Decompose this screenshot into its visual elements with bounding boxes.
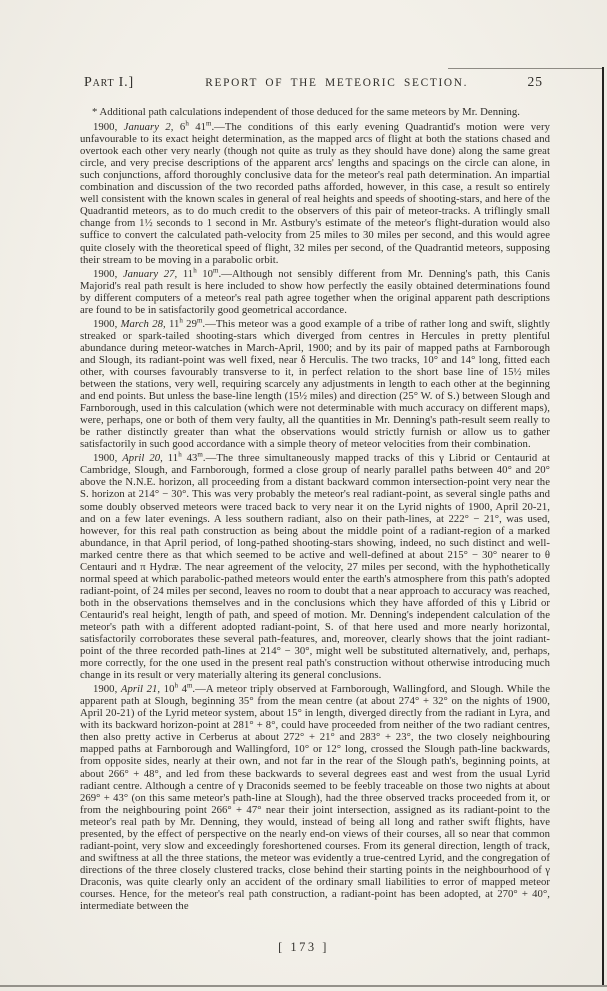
entry-separator: .— (202, 317, 216, 330)
entry-date: January 2, (123, 121, 174, 134)
entry-separator: .— (211, 121, 225, 134)
entry-time: 10$^h$ 4$^m$ (163, 681, 193, 696)
scan-edge-bottom (0, 985, 607, 987)
paragraph-jan-2 (80, 121, 550, 266)
paragraph-jan-27 (80, 268, 550, 316)
entry-year: 1900, (93, 121, 118, 134)
entry-date: April 21, (120, 683, 161, 696)
paragraph-mar-28 (80, 318, 550, 451)
paragraph-apr-21 (80, 683, 550, 912)
paragraph-apr-20 (80, 452, 550, 681)
entry-separator: .— (192, 683, 206, 696)
entry-time: 11$^h$ 43$^m$ (167, 450, 203, 465)
page-number: 25 (527, 74, 543, 89)
entry-year: 1900, (93, 317, 118, 330)
footnote: * Additional path calculations independent of those deduced for the same meteors by Mr. Denning. (92, 106, 521, 118)
entry-body: The three simultaneously mapped tracks of this γ Librid or Centaurid at Cambridge, Slough, and Farnborough, formed a close group of nearly parallel paths between 40° and 20° above the N.N.E. horizon, all proceeding from a distant backward common intersection-point very near the S. horizon at 214° − 30°. This was very probably the meteor's real radiant-point, as several single paths and some doubly observed meteors were traced back to very near it on the Lyrid nights of 1900, April 20-21, and on a few later evenings. A less southern radiant, also on their path-lines, at 222° − 21°, was used, however, for this real path construction as being about the middle point of a radiant-region of a marked abundance, in that April period, of long-pathed shooting-stars showing, indeed, no such distinct and well-marked centre there as that which seemed to be active and well-defined at about 215° − 30° nearer to θ Centauri and π Hydræ. The near agreement of the velocity, 27 miles per second, with the hyphothetically normal speed at which parabolic-pathed meteors would enter the earth's atmosphere from this path's adopted radiant-point, of 24 miles per second, leaves no room to doubt that a near approach to accuracy was reached, both in the observations themselves and in the conclusions which they have afforded of this γ Librid or Centaurid's real height, length of path, and speed of motion. Mr. Denning's independent calculation of the meteor's path with a different adopted radiant-point, S. of that here used and more nearly horizontal, satisfactorily corroborates these several path-features, and, moreover, clearly shows that the joint radiant-point of the three recorded path-lines at 214° − 30°, might well be substituted alternatively, and, perhaps, more correctly, for the one used in the present real path's construction without otherwise introducing much change in its result or very materially altering its general conclusions. (80, 452, 550, 682)
part-label: Part I.] (84, 75, 134, 90)
entry-year: 1900, (93, 267, 118, 280)
entry-date: March 28, (120, 317, 166, 330)
entry-body: This meteor was a good example of a tribe of rather long and swift, slightly streaked or spark-tailed shooting-stars which diverged from centres in Hercules in pretty plentiful abundance during meteor-watches in March-April, 1900; and by its pair of mapped paths at Farnborough and Slough, its radiant-point was well fixed, near δ Herculis. The two tracks, 10° and 14° long, fitted each other, with courses favourably transverse to it, in perfect relation to the short base line of 15½ miles between the stations, very well, requiring scarcely any adjustments in length to each other at the beginning and end points. But unless the base-line length (15½ miles) and direction (25° W. of S.) between Slough and Farnborough, used in this calculation (which were not determinable with much accuracy on different maps), were, perhaps, one or both of them very faulty, all the quantities in Mr. Denning's path-result seem really to be rather distinctly greater than what the observations would strictly furnish or allow us to gather satisfactorily in such good accordance with a simple theory of meteor velocities from their combination. (80, 317, 551, 451)
folio-page-number: [ 173 ] (278, 940, 329, 954)
entry-time: 11$^h$ 29$^m$ (169, 316, 203, 330)
entry-year: 1900, (93, 452, 118, 465)
entry-time: 6$^h$ 41$^m$ (179, 119, 212, 134)
entry-separator: .— (218, 267, 232, 280)
entry-body: Although not sensibly different from Mr. Denning's path, this Canis Majorid's real path result is here included to show how perfectly the easily obtained determinations found by different computers of a meteor's real path agree together when the original apparent path descriptions are found to be in satisfactorily good geometrical accordance. (80, 267, 550, 316)
scan-edge-right (602, 67, 604, 986)
entry-year: 1900, (93, 683, 118, 696)
running-title: REPORT OF THE METEORIC SECTION. (205, 77, 469, 89)
entry-time: 11$^h$ 10$^m$ (182, 266, 219, 280)
entry-body: The conditions of this early evening Quadrantid's motion were very unfavourable to its exact height determination, as the mapped arcs of flight at both the stations chased and overtook each other very nearly (though not quite as truly as they should have done) along the same great circle, and very precise descriptions of the apparent arcs' lengths and spacings on the circle can alone, in such conjunctions, afford thoroughly conclusive data for the meteor's real path determination. An impartial combination and discussion of the two recorded paths afforded, however, in this case, a result so entirely well consistent with the known scales in general of real heights and speeds of shooting-stars, and here of the Quadrantid meteors, as to do much credit to the observers of this pair of meteor-tracks. A triflingly small change from 1½ seconds to 1 second in Mr. Astbury's estimate of the meteor's flight-duration would also suffice to convert the calculated path-velocity from 25 miles to 30 miles per second, and this would agree quite closely with the theoretical speed of flight, 32 miles per second, of the Quadrantid meteors, supposing their stream to be moving in a parabolic orbit. (80, 121, 550, 266)
entry-body: A meteor triply observed at Farnborough, Wallingford, and Slough. While the apparent path at Slough, beginning 35° from the mean centre (at about 274° + 32° on the nights of 1900, April 20-21) of the Lyrid meteor system, about 15° in length, diverged directly from the radiant in Lyra, and with its backward horizon-point at 281° + 8°, could have proceeded from neither of the two radiant centres, then also pretty active in Cerberus at about 272° + 21° and 283° + 23°, the two closely neighbouring mapped paths at Farnborough and Wallingford, 10° or 12° long, crossed the Slough path-line backwards, from opposite sides, nearly at their own, and not far in the rear of the Slough path's, beginning points, at about 266° + 48°, and led from these backwards to several degrees east and west from the usual Lyrid radiant centre. Although a centre of γ Draconids seemed to be feebly traceable on those two nights at about 269° + 43° (on this same meteor's path-line at Slough), had the three observed tracks proceeded from it, or from the neighbouring point 266° + 47° near their joint intersection, assigned as its radiant-point to the meteor's real path by Mr. Denning, they would, instead of being all long and rather swift flights, have presented, by the effect of perspective on the nearly end-on views of their courses, all so near that common radiant-point, very slow and exceedingly foreshortened courses. From its general direction, length of track, and swiftness at all the three stations, the meteor was evidently a true-centred Lyrid, and the congregation of directions of the three closely clustered tracks, close behind their starting points in the neighbourhood of γ Draconis, was quite clearly only an accident of the ordinary small liabilities to error of mapped meteor courses. Hence, for the meteor's real path construction, a radiant-point has been adopted, at 270° + 40°, intermediate between the (80, 683, 550, 913)
text-column (80, 106, 550, 912)
entry-separator: .— (202, 452, 217, 465)
entry-date: January 27, (122, 267, 178, 280)
entry-date: April 20, (122, 452, 163, 465)
scan-edge-top (448, 68, 604, 69)
page-header (84, 74, 543, 91)
